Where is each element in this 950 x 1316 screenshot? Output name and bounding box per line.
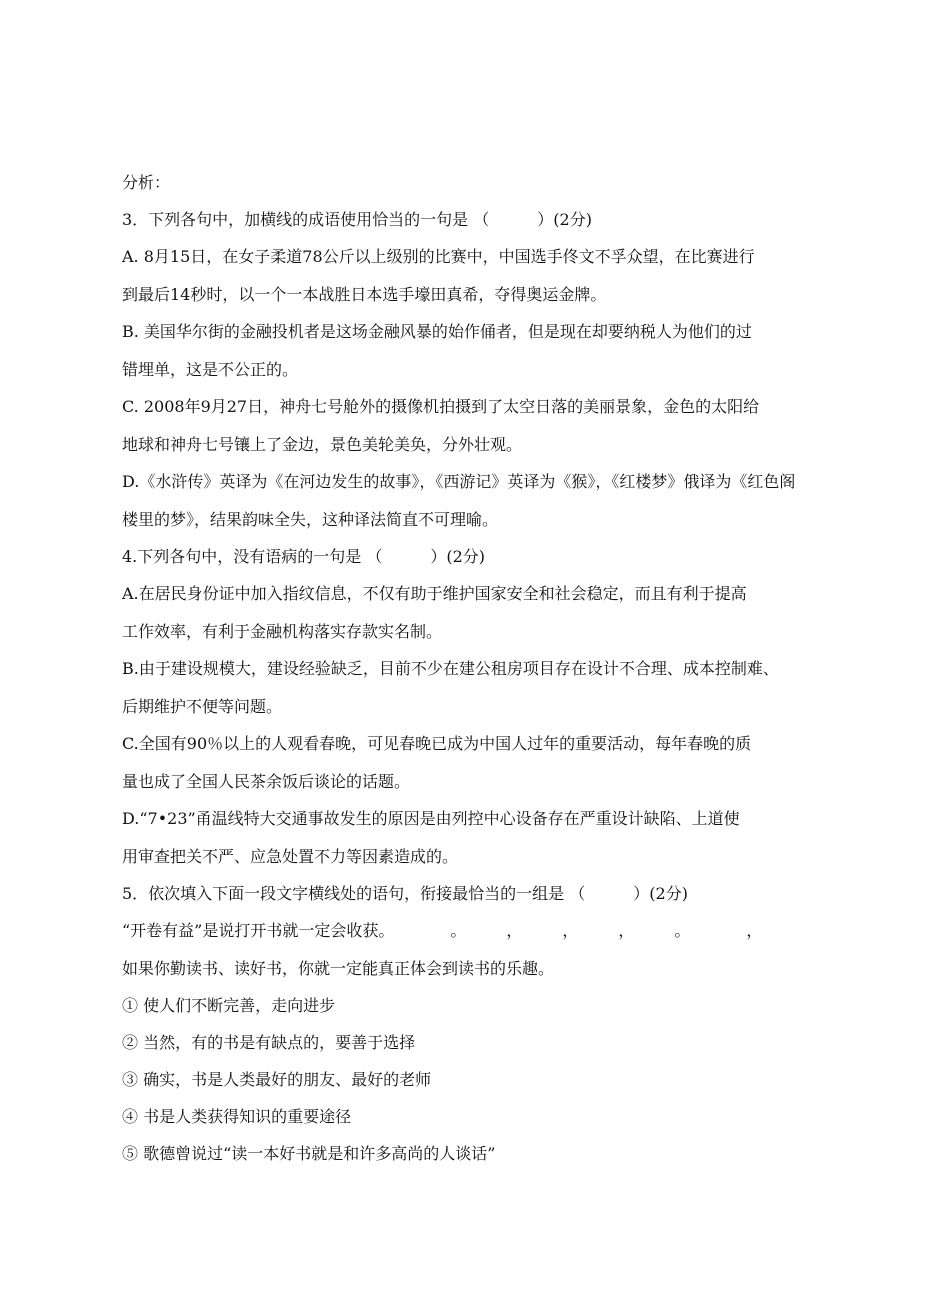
question-4-option-b-cont: 后期维护不便等问题。	[122, 697, 283, 716]
question-5-item-1: ① 使人们不断完善，走向进步	[122, 996, 336, 1015]
question-3-option-a: A. 8月15日，在女子柔道78公斤以上级别的比赛中，中国选手佟文不孚众望，在比赛进行	[122, 247, 755, 266]
question-3-option-c: C. 2008年9月27日，神舟七号舱外的摄像机拍摄到了太空日落的美丽景象，金色的太阳给	[122, 397, 760, 416]
question-3-option-b: B. 美国华尔街的金融投机者是这场金融风暴的始作俑者，但是现在却要纳税人为他们的过	[122, 322, 752, 341]
question-4-option-a-cont: 工作效率，有利于金融机构落实存款实名制。	[122, 622, 443, 641]
question-4-option-a: A.在居民身份证中加入指纹信息，不仅有助于维护国家安全和社会稳定，而且有利于提高	[122, 584, 747, 603]
question-5-item-4: ④ 书是人类获得知识的重要途径	[122, 1107, 352, 1126]
question-4-option-b: B.由于建设规模大，建设经验缺乏，目前不少在建公租房项目存在设计不合理、成本控制难、	[122, 659, 779, 678]
question-5-passage-cont: 如果你勤读书、读好书，你就一定能真正体会到读书的乐趣。	[122, 959, 555, 978]
analysis-label: 分析：	[122, 173, 171, 192]
question-3-stem: 3．下列各句中，加横线的成语使用恰当的一句是 （ ）(2分)	[122, 210, 592, 229]
question-3-option-b-cont: 错埋单，这是不公正的。	[122, 360, 299, 379]
question-3-option-a-cont: 到最后14秒时，以一个一本战胜日本选手壕田真希，夺得奥运金牌。	[122, 285, 607, 304]
question-4-option-c-cont: 量也成了全国人民茶余饭后谈论的话题。	[122, 772, 411, 791]
question-5-item-2: ② 当然，有的书是有缺点的，要善于选择	[122, 1033, 416, 1052]
question-3-option-c-cont: 地球和神舟七号镶上了金边，景色美轮美奂，分外壮观。	[122, 435, 523, 454]
question-4-option-d: D.“7•23”甬温线特大交通事故发生的原因是由列控中心设备存在严重设计缺陷、上道使	[122, 809, 740, 828]
document-body	[122, 172, 842, 1165]
question-3-option-d-cont: 楼里的梦》，结果韵味全失，这种译法简直不可理喻。	[122, 510, 499, 529]
question-4-option-c: C.全国有90％以上的人观看春晚，可见春晚已成为中国人过年的重要活动，每年春晚的质	[122, 734, 752, 753]
question-4-option-d-cont: 用审查把关不严、应急处置不力等因素造成的。	[122, 847, 459, 866]
question-4-stem: 4.下列各句中，没有语病的一句是 （ ）(2分)	[122, 547, 486, 566]
question-5-passage: “开卷有益”是说打开书就一定会收获。 。 ， ， ， 。 ，	[122, 921, 763, 940]
question-5-item-3: ③ 确实，书是人类最好的朋友、最好的老师	[122, 1070, 432, 1089]
question-5-item-5: ⑤ 歌德曾说过“读一本好书就是和许多高尚的人谈话”	[122, 1144, 496, 1163]
question-3-option-d: D.《水浒传》英译为《在河边发生的故事》，《西游记》英译为《猴》，《红楼梦》俄译为《红色阁	[122, 472, 796, 491]
question-5-stem: 5．依次填入下面一段文字横线处的语句，衔接最恰当的一组是 （ ）(2分)	[122, 884, 688, 903]
